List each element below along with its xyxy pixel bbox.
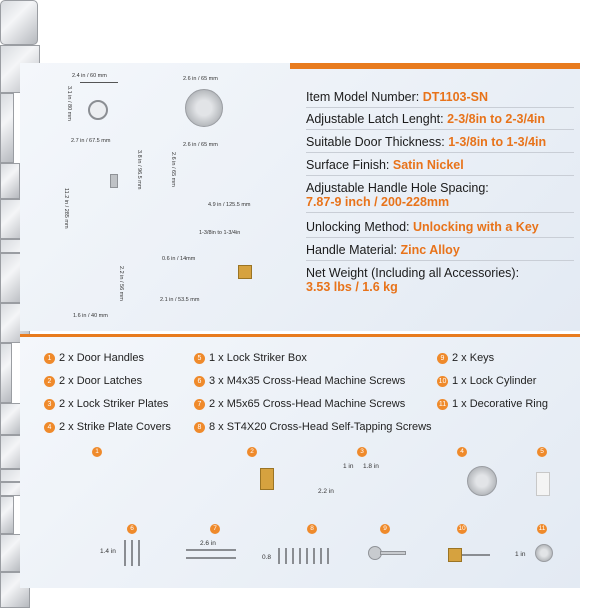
dim-line [80,82,118,83]
latch-bolt [238,265,252,279]
door-range-dim: 1-3/8in to 1-3/4in [199,230,241,236]
part-label: 2 x M5x65 Cross-Head Machine Screws [209,398,406,410]
part-label: 2 x Lock Striker Plates [59,398,169,410]
spec-label: Item Model Number: [306,90,420,104]
spec-label: Adjustable Handle Hole Spacing: [306,181,489,195]
part-label: 1 x Lock Striker Box [209,352,307,364]
handle-bottom-illustration [0,403,22,435]
spec-value: 1-3/8in to 1-3/4in [448,135,547,149]
strike-cover-round [467,466,497,496]
spec-label: Handle Material: [306,243,398,257]
ring11-dim: 1 in [515,551,526,558]
part-5-badge: 5 [537,447,547,457]
part-item-10 [437,375,536,387]
part-number-badge: 7 [194,399,205,410]
spec-value: Satin Nickel [392,158,464,172]
part-number-badge: 5 [194,353,205,364]
part-3-badge: 3 [357,447,367,457]
part-number-badge: 9 [437,353,448,364]
decorative-ring-top [185,89,223,127]
screw6-dim: 1.4 in [100,548,116,555]
part-2-badge: 2 [247,447,257,457]
handle-plate-bottom [0,163,20,199]
part-label: 2 x Keys [452,352,495,364]
part-11-badge: 11 [538,525,546,532]
spec-label: Suitable Door Thickness: [306,135,445,149]
part-item-6 [194,375,405,387]
accent-bar [20,334,580,337]
screw-8-set [278,548,334,564]
striker-width-1: 1 in [343,463,354,470]
screw7-dim: 2.6 in [200,540,216,547]
part-label: 2 x Strike Plate Covers [59,421,171,433]
part-number-badge: 8 [194,422,205,433]
part-number-badge: 1 [44,353,55,364]
part-label: 8 x ST4X20 Cross-Head Self-Tapping Screws [209,421,432,433]
handle-grip [0,93,14,163]
part-label: 2 x Door Latches [59,375,143,387]
spec-unlocking [306,220,574,238]
part-label: 1 x Lock Cylinder [452,375,537,387]
part-number-badge: 6 [194,376,205,387]
part-number-badge: 4 [44,422,55,433]
spec-value: DT1103-SN [422,90,489,104]
lock-cylinder-shaft [462,554,490,556]
spec-label: Adjustable Latch Lenght: [306,112,444,126]
ring-width-dim: 2.6 in / 65 mm [183,76,218,82]
screw-6a [124,540,126,566]
accent-bar [290,63,580,69]
latch-depth-dim: 0.6 in / 14mm [162,256,196,262]
part-item-9 [437,352,494,364]
cylinder-height-dim: 3.1 in / 80 mm [66,86,72,121]
part-item-2 [44,375,142,387]
spec-door-thickness [306,135,574,153]
part-item-4 [44,421,171,433]
key-blade [380,551,406,555]
grip-width-dim: 1.6 in / 40 mm [73,313,108,319]
part-6-badge: 6 [127,524,137,534]
striker-plate-b [0,534,22,572]
deadbolt-cylinder-plate [0,0,38,45]
thumb-latch [110,174,118,188]
part-10-badge: 10 [458,525,466,532]
spec-weight [306,266,574,297]
part-label: 2 x Door Handles [59,352,144,364]
spec-label: Surface Finish: [306,158,390,172]
part-label: 3 x M4x35 Cross-Head Machine Screws [209,375,406,387]
part-item-5 [194,352,307,364]
part-number-badge: 11 [438,400,447,408]
keyhole-icon [88,100,108,120]
screw-6c [138,540,140,566]
cylinder-width-dim: 2.4 in / 60 mm [72,73,107,79]
spec-value: 7.87-9 inch / 200-228mm [306,195,450,209]
spec-value: 2-3/8in to 2-3/4in [447,112,546,126]
screw-7b [186,557,236,559]
spec-finish [306,158,574,176]
screw-7a [186,549,236,551]
striker-plate-a [0,496,14,534]
spec-value: Zinc Alloy [400,243,460,257]
plate-width-dim: 2.7 in / 67.5 mm [71,138,111,144]
part-item-3 [44,398,168,410]
part-number-badge: 10 [438,377,447,385]
lever-length-dim: 4.9 in / 125.5 mm [208,202,251,208]
part-number-badge: 3 [44,399,55,410]
part-item-7 [194,398,405,410]
part-item-1 [44,352,144,364]
spec-label: Unlocking Method: [306,220,410,234]
part-7-badge: 7 [210,524,220,534]
plate-top-height-dim: 3.8 in / 96.5 mm [136,150,142,190]
part-9-badge: 9 [380,524,390,534]
part-item-11 [437,398,548,410]
grip-height-dim: 2.2 in / 56 mm [118,266,124,301]
latch-length-dim: 2.1 in / 53.5 mm [160,297,200,303]
part-label: 1 x Decorative Ring [452,398,548,410]
spec-label: Net Weight (Including all Accessories): [306,266,520,280]
spec-value: 3.53 lbs / 1.6 kg [306,280,398,294]
lock-cylinder-illustration [448,548,462,562]
decorative-ring-illustration [535,544,553,562]
spec-value: Unlocking with a Key [413,220,539,234]
striker-height: 2.2 in [318,488,334,495]
striker-box-illustration [536,472,550,496]
part-number-badge: 2 [44,376,55,387]
spec-material [306,243,574,261]
handle-grip-illustration [0,343,12,403]
spec-latch [306,112,574,130]
part-8-badge: 8 [307,524,317,534]
part-4-badge: 4 [457,447,467,457]
handle-height-dim: 11.2 in / 285 mm [63,188,69,229]
latch-bolt-illustration [260,468,274,490]
screw-6b [131,540,133,566]
part-item-8 [194,421,432,433]
part-1-badge: 1 [92,447,102,457]
spec-hole-spacing [306,181,574,213]
lever-rose-width-dim: 2.6 in / 65 mm [183,142,218,148]
lever-rose-height-dim: 2.6 in / 65 mm [170,152,176,187]
striker-width-2: 1.8 in [363,463,379,470]
screw8-dim: 0.8 [262,554,272,561]
spec-model [306,90,574,108]
